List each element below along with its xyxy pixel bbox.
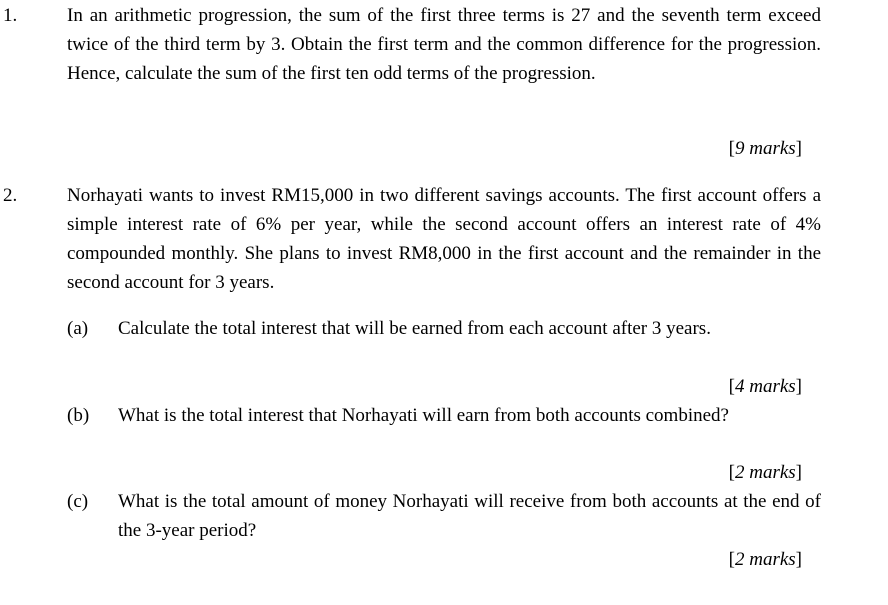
part-a-label: (a) (67, 318, 89, 339)
question-2-text: Norhayati wants to invest RM15,000 in two different savings accounts. The first account offers a simple interest rate of 6% per year, while the second account offers an interest rate of 4% compounded monthly. She plans to invest RM8,000 in the first account and the remainder in the second account for 3 years. (67, 185, 821, 293)
part-b-marks: [2 marks] (728, 462, 802, 483)
part-b-text: What is the total interest that Norhayati will earn from both accounts combined? (118, 405, 729, 426)
question-1-marks: [9 marks] (728, 138, 802, 159)
question-1-text: In an arithmetic progression, the sum of the first three terms is 27 and the seventh term exceed twice of the third term by 3. Obtain the first term and the common difference for the progression. Hence, calculate the sum of the first ten odd terms of the progression. (67, 5, 821, 84)
part-a-marks: [4 marks] (728, 376, 802, 397)
part-c-marks: [2 marks] (728, 549, 802, 570)
part-b-label: (b) (67, 405, 90, 426)
question-1-number: 1. (3, 5, 18, 26)
question-2-number: 2. (3, 185, 18, 206)
part-c-text: What is the total amount of money Norhayati will receive from both accounts at the end of the 3-year period? (118, 491, 821, 541)
part-c-label: (c) (67, 491, 89, 512)
part-a-text: Calculate the total interest that will be earned from each account after 3 years. (118, 318, 711, 339)
